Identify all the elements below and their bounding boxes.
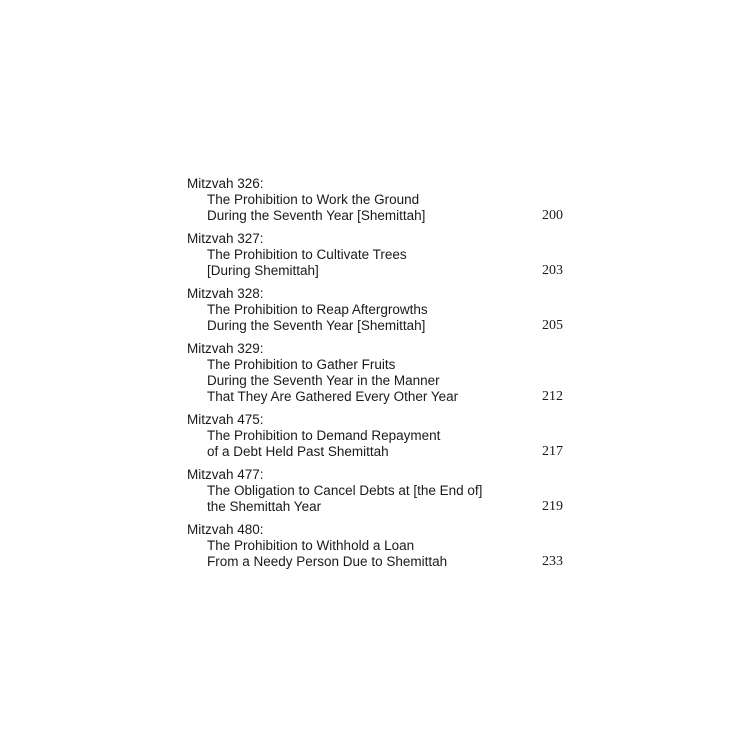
toc-entry-title-text: The Prohibition to Withhold a Loan xyxy=(207,538,415,553)
toc-entry xyxy=(187,467,563,515)
toc-entry xyxy=(187,522,563,570)
toc-entry-title-text: During the Seventh Year in the Manner xyxy=(207,373,440,388)
toc-entry-title-line xyxy=(187,192,563,208)
toc-entry-heading: Mitzvah 477: xyxy=(187,467,264,482)
toc-entry xyxy=(187,286,563,334)
table-of-contents xyxy=(187,176,563,577)
toc-entry-heading: Mitzvah 326: xyxy=(187,176,264,191)
toc-entry-title-text: The Prohibition to Cultivate Trees xyxy=(207,247,407,262)
toc-entry-title-line xyxy=(187,554,563,570)
toc-entry-heading: Mitzvah 328: xyxy=(187,286,264,301)
toc-page-number: 233 xyxy=(542,554,563,569)
toc-entry-heading: Mitzvah 475: xyxy=(187,412,264,427)
toc-entry-title-line xyxy=(187,444,563,460)
toc-entry-title-line xyxy=(187,318,563,334)
toc-page-number: 217 xyxy=(542,444,563,459)
toc-entry-title-line xyxy=(187,357,563,373)
toc-entry-title-line xyxy=(187,263,563,279)
toc-entry-title-line xyxy=(187,538,563,554)
toc-entry xyxy=(187,412,563,460)
toc-entry-heading: Mitzvah 329: xyxy=(187,341,264,356)
toc-page-number: 203 xyxy=(542,263,563,278)
toc-entry-title-text: From a Needy Person Due to Shemittah xyxy=(207,554,448,569)
toc-entry-title-line xyxy=(187,499,563,515)
toc-entry-heading: Mitzvah 327: xyxy=(187,231,264,246)
toc-entry xyxy=(187,176,563,224)
toc-entry-title-line xyxy=(187,208,563,224)
toc-page-number: 212 xyxy=(542,389,563,404)
toc-entry-title-text: the Shemittah Year xyxy=(207,499,322,514)
toc-page-number: 219 xyxy=(542,499,563,514)
toc-entry-title-text: During the Seventh Year [Shemittah] xyxy=(207,318,426,333)
toc-entry-title-line xyxy=(187,247,563,263)
toc-entry xyxy=(187,341,563,405)
toc-entry-title-text: The Prohibition to Demand Repayment xyxy=(207,428,441,443)
toc-page-number: 200 xyxy=(542,208,563,223)
toc-entry-title-line xyxy=(187,302,563,318)
toc-entry-title-line xyxy=(187,373,563,389)
toc-entry-title-text: [During Shemittah] xyxy=(207,263,319,278)
toc-entry-heading: Mitzvah 480: xyxy=(187,522,264,537)
toc-entry-title-text: The Prohibition to Gather Fruits xyxy=(207,357,396,372)
toc-entry xyxy=(187,231,563,279)
toc-entry-title-line xyxy=(187,389,563,405)
toc-page-number: 205 xyxy=(542,318,563,333)
toc-entry-title-text: That They Are Gathered Every Other Year xyxy=(207,389,459,404)
toc-entry-title-text: During the Seventh Year [Shemittah] xyxy=(207,208,426,223)
toc-entry-title-text: The Prohibition to Work the Ground xyxy=(207,192,420,207)
toc-entry-title-text: of a Debt Held Past Shemittah xyxy=(207,444,389,459)
toc-entry-title-line xyxy=(187,428,563,444)
toc-entry-title-text: The Prohibition to Reap Aftergrowths xyxy=(207,302,428,317)
toc-entry-title-line xyxy=(187,483,563,499)
toc-entry-title-text: The Obligation to Cancel Debts at [the End of] xyxy=(207,483,483,498)
